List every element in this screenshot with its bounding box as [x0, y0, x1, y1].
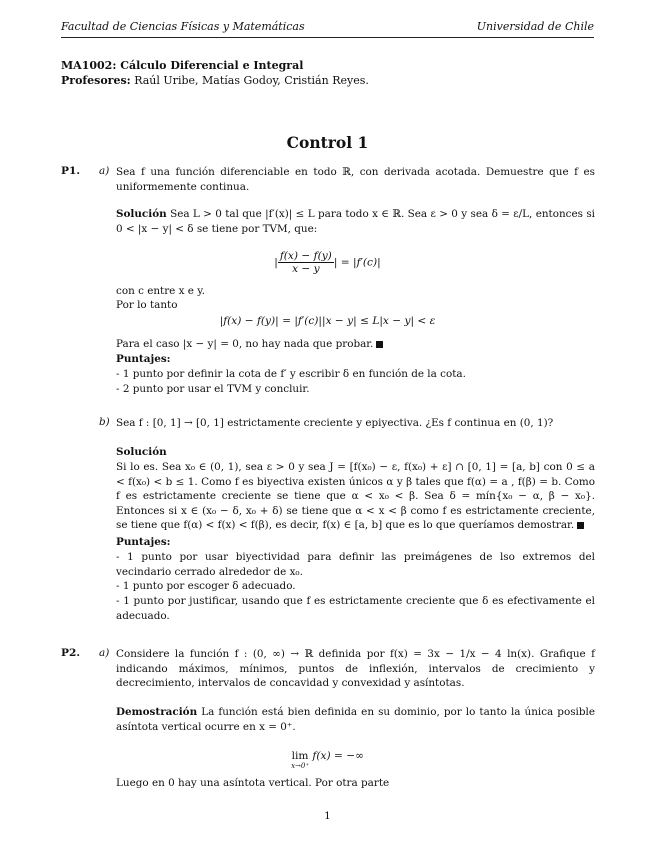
item-label-p1a: a) — [99, 165, 110, 177]
limit-operator — [291, 750, 309, 770]
p1b-point-3: - 1 punto por justificar, usando que f es estrictamente creciente que δ es efectivamente el adecuado. — [116, 595, 595, 622]
p1a-solution-label: Solución — [116, 208, 167, 220]
p1b-solution-label: Solución — [116, 446, 167, 458]
p2a-line-luego: Luego en 0 hay una asíntota vertical. Por otra parte — [116, 777, 390, 789]
eq1-fraction — [278, 250, 334, 275]
p1b-statement: Sea f : [0, 1] → [0, 1] estrictamente creciente y epiyectiva. ¿Es f continua en (0, 1)? — [116, 417, 554, 429]
qed-square-icon — [376, 341, 383, 348]
limit-subscript: x→0⁺ — [291, 762, 310, 770]
p1b-solution — [116, 460, 595, 533]
p1a-puntajes-label: Puntajes: — [116, 353, 171, 365]
p2a-limit-equation — [0, 750, 655, 770]
problem-label-p2: P2. — [61, 647, 81, 659]
p1a-line-c: con c entre x e y. — [116, 285, 206, 297]
p1a-case-text: Para el caso |x − y| = 0, no hay nada que probar. — [116, 338, 374, 350]
eq1-bar-left: | — [274, 256, 278, 269]
eq1-right-side: | = |f′(c)| — [333, 256, 381, 269]
p1a-line-por: Por lo tanto — [116, 299, 178, 311]
p1a-statement: Sea f una función diferenciable en todo ℝ, con derivada acotada. Demuestre que f es uniformemente continua. — [116, 166, 595, 193]
p1a-equation-tvm — [0, 250, 655, 275]
course-title: MA1002: Cálculo Diferencial e Integral — [61, 59, 304, 72]
p1b-solution-text: Si lo es. Sea x₀ ∈ (0, 1), sea ε > 0 y sea J = [f(x₀) − ε, f(x₀) + ε] ∩ [0, 1] = [a, b] con 0 ≤ a < f(x₀) < b ≤ 1. Como f es biyectiva existen únicos α y β tales que f(α) = a , f(β) = b. Como f es estrictamente creciente se tiene que α < x₀ < β. Sea δ = mín{x₀ − α, β − x₀}. Entonces si x ∈ (x₀ − δ, x₀ + δ) se tiene que α < x < β como f es estrictamente creciente, se tiene que f(α) < f(x) < f(β), es decir, f(x) ∈ [a, b] que es lo que queríamos demostrar. — [116, 461, 595, 531]
limit-expression: f(x) = −∞ — [312, 750, 364, 762]
p1a-solution-text: Sea L > 0 tal que |f′(x)| ≤ L para todo x ∈ ℝ. Sea ε > 0 y sea δ = ε/L, entonces si 0 < |x − y| < δ se tiene por TVM, que: — [116, 208, 595, 235]
p1b-point-1: - 1 punto por usar biyectividad para definir las preimágenes de lso extremos del vecindario cerrado alrededor de x₀. — [116, 551, 595, 578]
professors-label: Profesores: — [61, 74, 131, 87]
p1a-point-1: - 1 punto por definir la cota de f′ y escribir δ en función de la cota. — [116, 368, 466, 380]
problem-label-p1: P1. — [61, 165, 81, 177]
p1a-equation-bound: |f(x) − f(y)| = |f′(c)||x − y| ≤ L|x − y| < ε — [219, 315, 436, 327]
item-label-p1b: b) — [99, 416, 110, 428]
professors-names: Raúl Uribe, Matías Godoy, Cristián Reyes. — [134, 74, 369, 87]
page-number: 1 — [324, 810, 331, 822]
eq1-numerator: f(x) − f(y) — [279, 250, 332, 262]
header-faculty: Facultad de Ciencias Físicas y Matemáticas — [61, 20, 305, 33]
p1b-point-2: - 1 punto por escoger δ adecuado. — [116, 580, 296, 592]
p2a-statement: Considere la función f : (0, ∞) → ℝ definida por f(x) = 3x − 1/x − 4 ln(x). Grafique f indicando máximos, mínimos, puntos de inflexión, intervalos de crecimiento y decrecimiento, intervalos de concavidad y convexidad y asíntotas. — [116, 648, 595, 689]
course-info — [61, 58, 369, 88]
qed-square-icon — [577, 522, 584, 529]
limit-word: lim — [291, 750, 309, 762]
p1b-puntajes-label: Puntajes: — [116, 536, 171, 548]
page-title: Control 1 — [286, 133, 369, 152]
header-university: Universidad de Chile — [476, 20, 594, 33]
item-label-p2a: a) — [99, 647, 110, 659]
p1a-solution — [116, 207, 595, 236]
p2a-demo-label: Demostración — [116, 706, 198, 718]
p1a-case-zero — [116, 337, 595, 352]
p2a-demonstration — [116, 705, 595, 734]
p2a-demo-text: La función está bien definida en su dominio, por lo tanto la única posible asíntota vertical ocurre en x = 0⁺. — [116, 706, 595, 733]
running-header — [61, 20, 594, 38]
eq1-denominator: x − y — [292, 263, 320, 275]
p1a-point-2: - 2 punto por usar el TVM y concluir. — [116, 383, 310, 395]
